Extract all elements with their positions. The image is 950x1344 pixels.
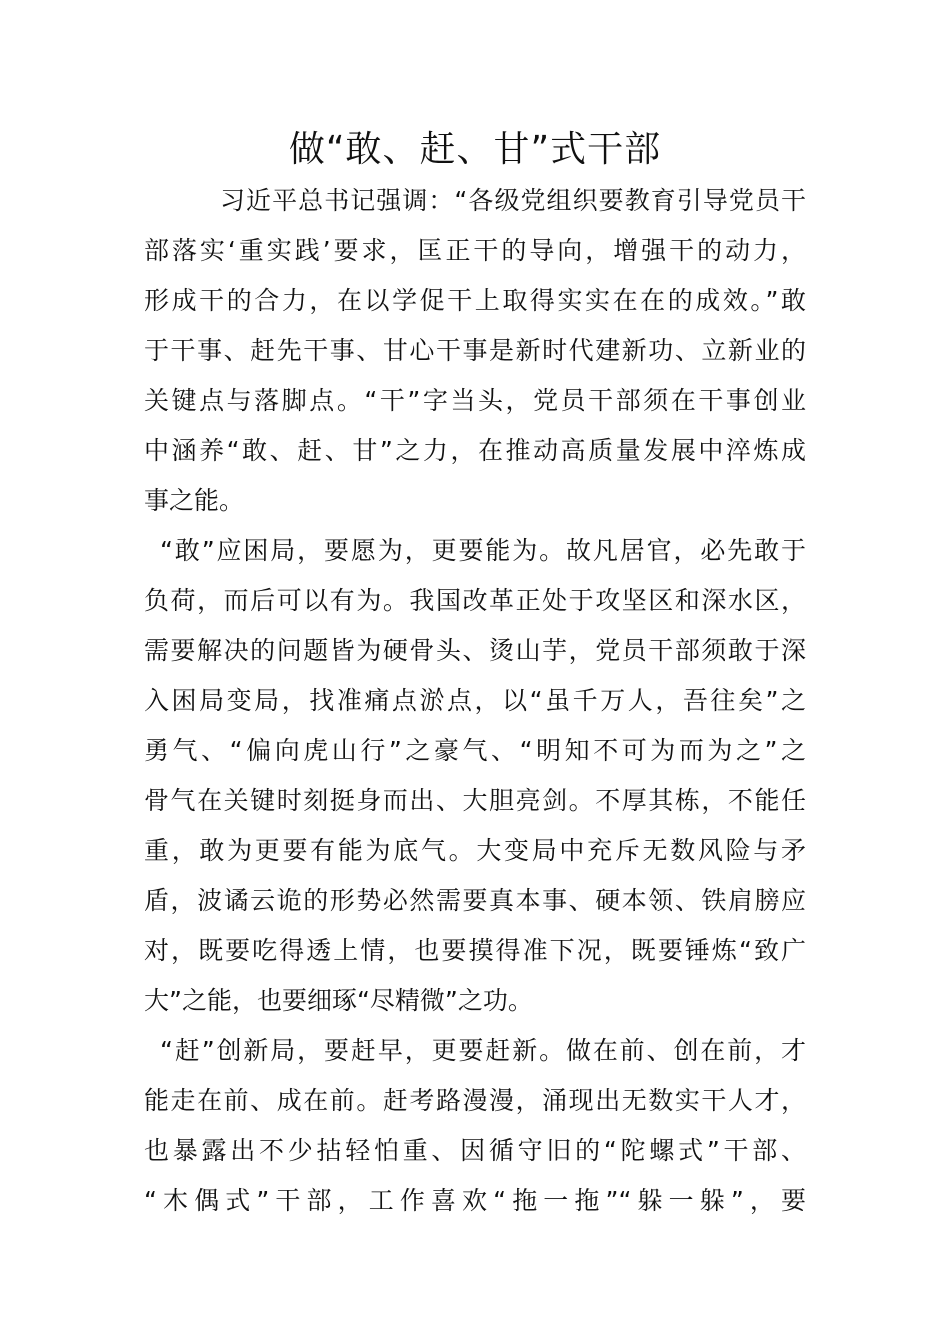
text-line: 负荷，而后可以有为。我国改革正处于攻坚区和深水区， (144, 586, 806, 615)
text-line: 骨气在关键时刻挺身而出、大胆亮剑。不厚其栋，不能任 (144, 786, 806, 815)
text-line: 于干事、赶先干事、甘心干事是新时代建新功、立新业的 (144, 336, 806, 365)
text-line: 形成干的合力，在以学促干上取得实实在在的成效。”敢 (144, 286, 806, 315)
text-line: 事之能。 (144, 486, 245, 515)
text-line: 重，敢为更要有能为底气。大变局中充斥无数风险与矛 (144, 836, 806, 865)
text-line: “敢”应困局，要愿为，更要能为。故凡居官，必先敢于 (160, 536, 806, 565)
text-line: 勇气、“偏向虎山行”之豪气、“明知不可为而为之”之 (144, 736, 806, 765)
text-line: 大”之能，也要细琢“尽精微”之功。 (144, 986, 533, 1015)
text-line: “木偶式”干部，工作喜欢“拖一拖”“躲一躲”，要 (144, 1186, 806, 1215)
text-line: 关键点与落脚点。“干”字当头，党员干部须在干事创业 (144, 386, 806, 415)
text-line: 部落实‘重实践’要求，匡正干的导向，增强干的动力， (144, 236, 806, 265)
text-line: 中涵养“敢、赶、甘”之力，在推动高质量发展中淬炼成 (144, 436, 806, 465)
document-body (144, 176, 806, 1226)
text-line: 对，既要吃得透上情，也要摸得准下况，既要锤炼“致广 (144, 936, 806, 965)
text-line: 能走在前、成在前。赶考路漫漫，涌现出无数实干人才， (144, 1086, 806, 1115)
text-line: 习近平总书记强调：“各级党组织要教育引导党员干 (220, 186, 806, 215)
text-line: 盾，波谲云诡的形势必然需要真本事、硬本领、铁肩膀应 (144, 886, 806, 915)
text-line: 入困局变局，找准痛点淤点，以“虽千万人，吾往矣”之 (144, 686, 806, 715)
text-line: “赶”创新局，要赶早，更要赶新。做在前、创在前，才 (160, 1036, 806, 1065)
text-line: 需要解决的问题皆为硬骨头、烫山芋，党员干部须敢于深 (144, 636, 806, 665)
text-line: 也暴露出不少拈轻怕重、因循守旧的“陀螺式”干部、 (144, 1136, 806, 1165)
document-title: 做“敢、赶、甘”式干部 (288, 129, 662, 170)
